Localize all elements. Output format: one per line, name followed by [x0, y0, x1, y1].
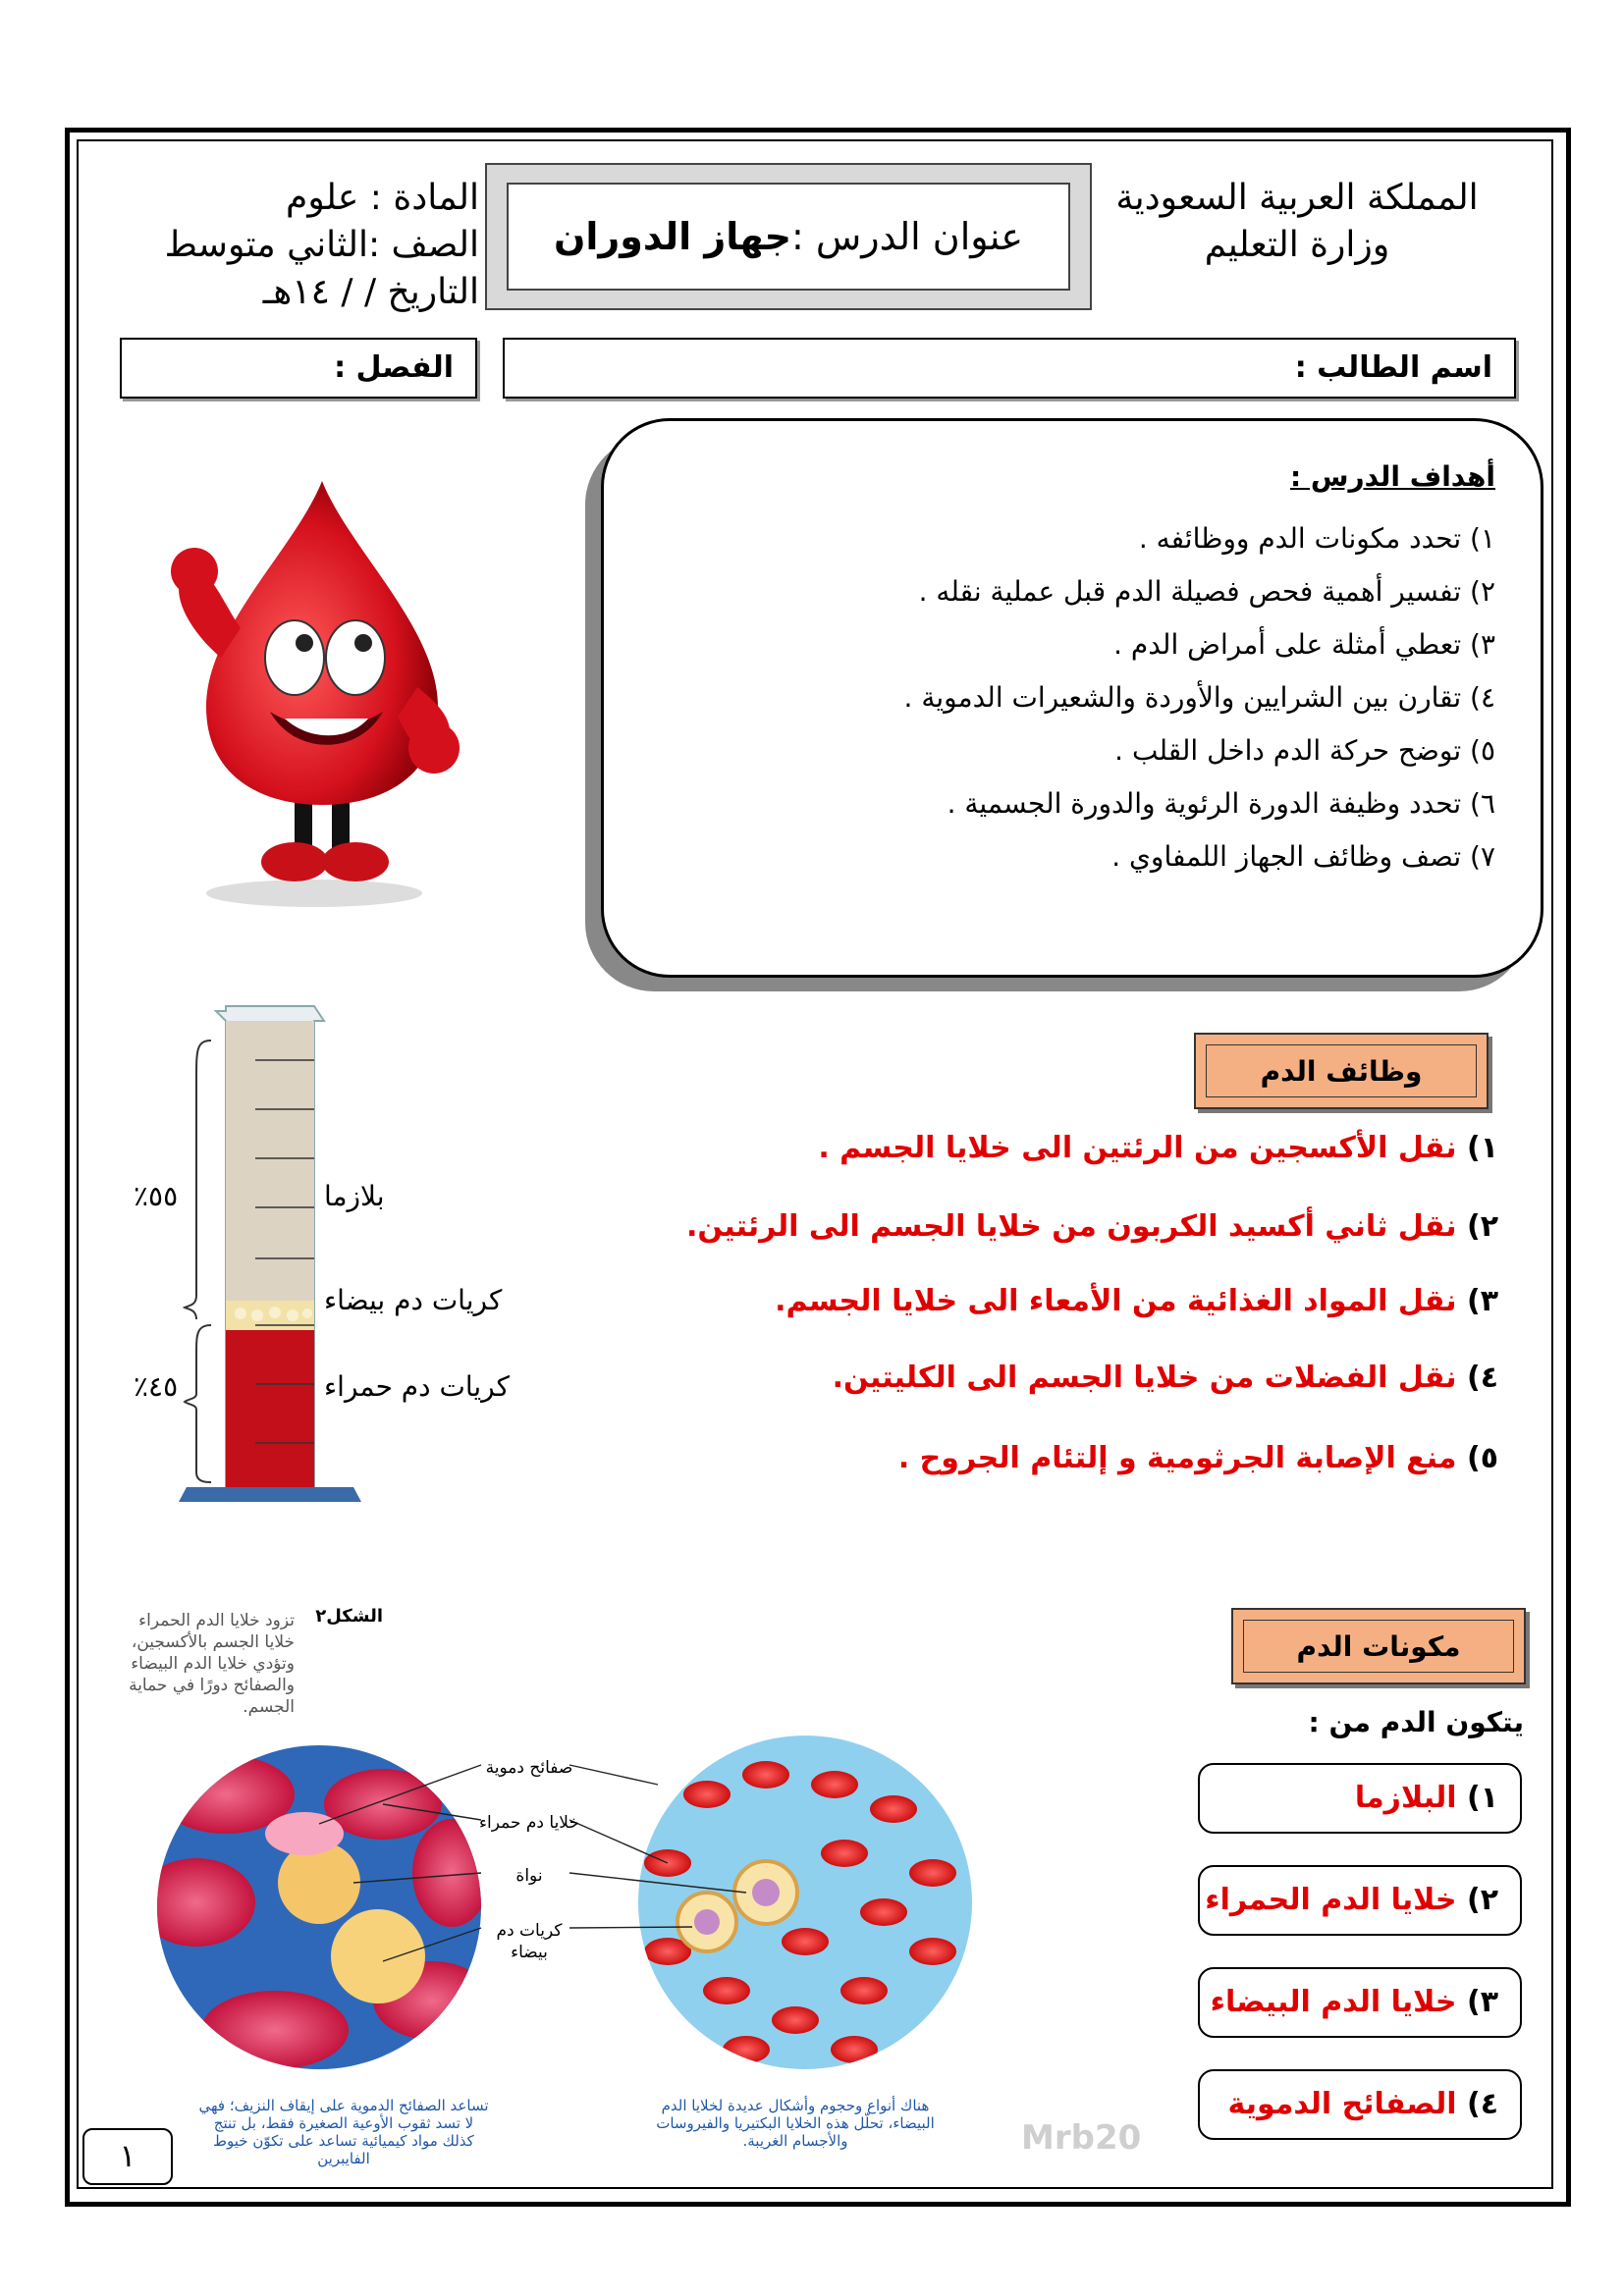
- component-text: الصفائح الدموية: [1227, 2087, 1467, 2121]
- watermark: Mrb20: [1021, 2118, 1142, 2158]
- goal-item: ٢) تفسير أهمية فحص فصيلة الدم قبل عملية نقله .: [918, 575, 1495, 608]
- graduated-cylinder-illustration: [118, 1001, 530, 1522]
- figure-caption: تزود خلايا الدم الحمراء خلايا الجسم بالأكسجين، وتؤدي خلايا الدم البيضاء والصفائح دورًا في حماية الجسم.: [129, 1611, 295, 1717]
- lesson-title-box: [485, 163, 1092, 310]
- figure-caption-wbc: هناك أنواع وحجوم وأشكال عديدة لخلايا الدم البيضاء، تحلّل هذه الخلايا البكتيريا والفيروسات والأجسام الغريبة.: [656, 2097, 935, 2150]
- subject-line: المادة : علوم: [286, 178, 479, 218]
- function-text: نقل الأكسجين من الرئتين الى خلايا الجسم .: [818, 1131, 1467, 1165]
- function-num: ١): [1466, 1131, 1498, 1165]
- function-text: نقل المواد الغذائية من الأمعاء الى خلايا الجسم.: [775, 1284, 1467, 1318]
- blood-cells-figure: [157, 1735, 972, 2099]
- header-lesson-info: [116, 175, 479, 316]
- student-name-label: اسم الطالب :: [1294, 350, 1492, 385]
- component-num: ١): [1466, 1781, 1498, 1815]
- component-num: ٤): [1466, 2087, 1498, 2121]
- figure-caption-platelets: تساعد الصفائح الدموية على إيقاف النزيف؛ فهي لا تسد ثقوب الأوعية الصغيرة فقط، بل تنتج كذلك مواد كيميائية تساعد على تكوّن خيوط الفايبرين: [198, 2097, 489, 2167]
- rbc-label: كريات دم حمراء: [324, 1370, 510, 1403]
- function-text: نقل الفضلات من خلايا الجسم الى الكليتين.: [832, 1361, 1467, 1395]
- page-number: ١: [82, 2128, 173, 2185]
- header-institution: [1086, 175, 1508, 269]
- goal-item: ٧) تصف وظائف الجهاز اللمفاوي .: [1111, 840, 1495, 873]
- figure-label-nucleus: نواة: [515, 1866, 543, 1886]
- goal-item: ٥) توضح حركة الدم داخل القلب .: [1114, 734, 1495, 767]
- components-title: مكونات الدم: [1243, 1620, 1514, 1673]
- function-num: ٢): [1466, 1209, 1498, 1244]
- function-num: ٣): [1466, 1284, 1498, 1318]
- components-intro: يتكون الدم من :: [1308, 1706, 1524, 1738]
- function-num: ٥): [1466, 1441, 1498, 1475]
- figure-label-wbc: كريات دم بيضاء: [496, 1921, 563, 1962]
- figure-label-platelets: صفائح دموية: [485, 1758, 573, 1778]
- goal-item: ١) تحدد مكونات الدم ووظائفه .: [1138, 522, 1495, 555]
- functions-title: وظائف الدم: [1206, 1044, 1477, 1097]
- component-text: خلايا الدم البيضاء: [1210, 1985, 1467, 2019]
- goal-item: ٦) تحدد وظيفة الدورة الرئوية والدورة الجسمية .: [947, 787, 1495, 820]
- component-item: [1198, 1865, 1522, 1936]
- class-label: الفصل :: [334, 350, 454, 385]
- function-item: [516, 1361, 1498, 1395]
- component-text: البلازما: [1354, 1781, 1467, 1815]
- component-item: [1198, 1967, 1522, 2038]
- component-item: [1198, 1763, 1522, 1834]
- date-line: التاريخ / / ١٤هـ: [262, 272, 479, 312]
- lesson-title-label: عنوان الدرس :: [791, 215, 1024, 258]
- function-item: [516, 1131, 1498, 1165]
- component-item: [1198, 2069, 1522, 2140]
- figure-label-rbc: خلايا دم حمراء: [479, 1813, 579, 1833]
- function-item: [516, 1441, 1498, 1475]
- function-item: [516, 1284, 1498, 1318]
- goals-box: [601, 418, 1543, 978]
- components-title-box: [1231, 1608, 1526, 1684]
- function-num: ٤): [1466, 1361, 1498, 1395]
- wbc-label: كريات دم بيضاء: [324, 1284, 503, 1316]
- goals-title: أهداف الدرس :: [1289, 460, 1495, 493]
- functions-title-box: [1194, 1033, 1489, 1109]
- component-num: ٢): [1466, 1883, 1498, 1917]
- student-name-field[interactable]: [503, 338, 1516, 399]
- function-item: [516, 1209, 1498, 1244]
- class-field[interactable]: [120, 338, 477, 399]
- goal-item: ٣) تعطي أمثلة على أمراض الدم .: [1113, 628, 1495, 661]
- plasma-label: بلازما: [324, 1180, 385, 1212]
- cells-percent: ٪٤٥: [134, 1370, 179, 1403]
- function-text: نقل ثاني أكسيد الكربون من خلايا الجسم الى الرئتين.: [686, 1209, 1467, 1244]
- function-text: منع الإصابة الجرثومية و إلتئام الجروح .: [897, 1441, 1467, 1475]
- ministry-name: وزارة التعليم: [1204, 225, 1390, 265]
- lesson-title-value: جهاز الدوران: [553, 215, 792, 258]
- figure-label: الشكل٢: [315, 1606, 383, 1627]
- plasma-percent: ٪٥٥: [134, 1180, 179, 1212]
- kingdom-name: المملكة العربية السعودية: [1115, 178, 1479, 218]
- component-num: ٣): [1466, 1985, 1498, 2019]
- goal-item: ٤) تقارن بين الشرايين والأوردة والشعيرات الدموية .: [903, 681, 1495, 714]
- grade-line: الصف :الثاني متوسط: [164, 225, 479, 265]
- blood-drop-mascot-illustration: [147, 461, 481, 913]
- component-text: خلايا الدم الحمراء: [1205, 1883, 1467, 1917]
